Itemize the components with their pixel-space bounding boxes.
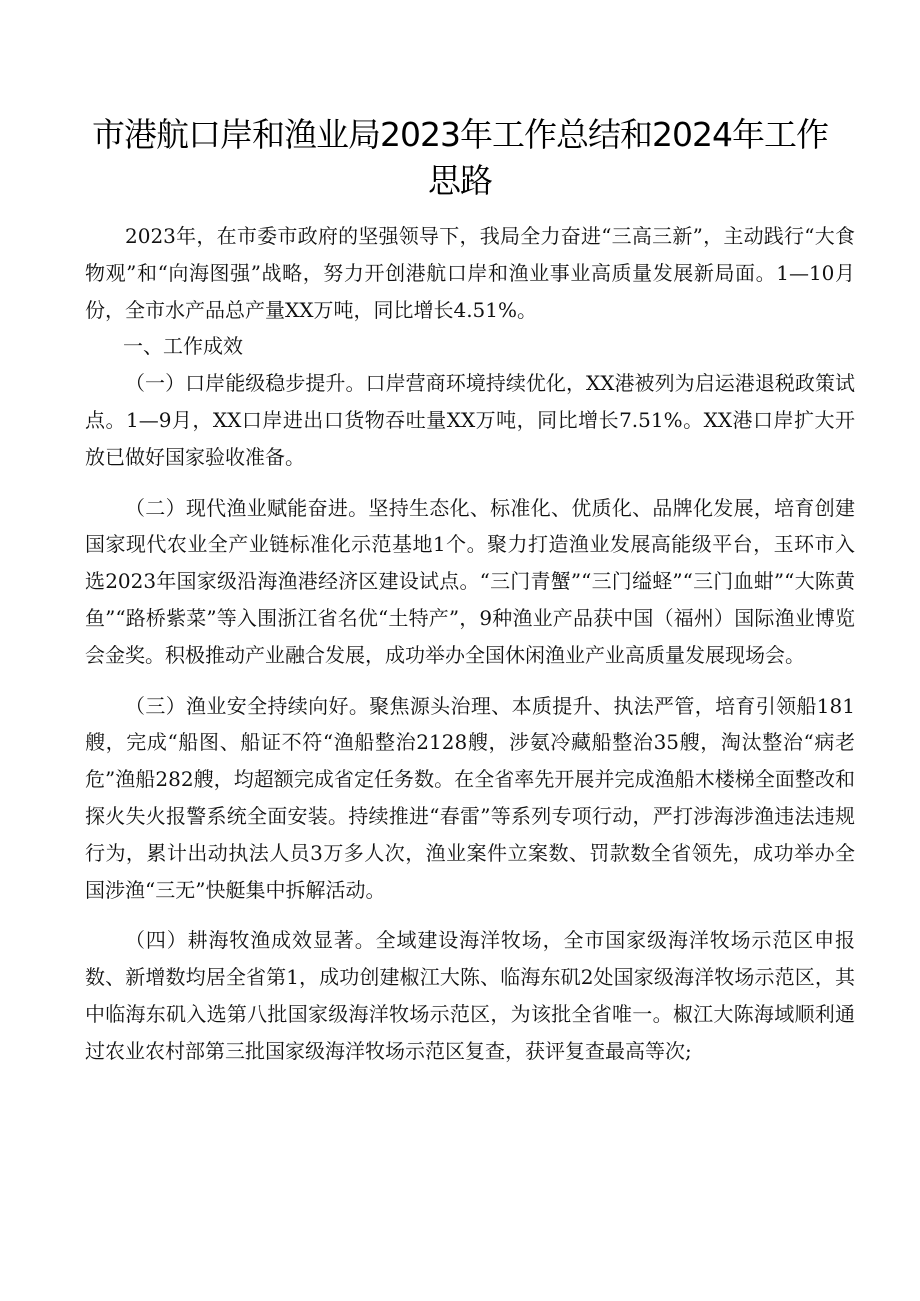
section-heading-work-results: 一、工作成效 [123, 334, 243, 359]
title-line-1: 市港航口岸和渔业局2023年工作总结和2024年工作 [92, 115, 828, 154]
paragraph-fishery-safety: （三）渔业安全持续向好。聚焦源头治理、本质提升、执法严管，培育引领船181艘，完成“船图、船证不符“渔船整治2128艘，涉氨冷藏船整治35艘，淘汰整治“病老危”渔船282艘，均超额完成省定任务数。在全省率先开展并完成渔船木楼梯全面整改和探火失火报警系统全面安装。持续推进“春雷”等系列专项行动，严打涉海涉渔违法违规行为，累计出动执法人员3万多人次，渔业案件立案数、罚款数全省领先，成功举办全国涉渔“三无”快艇集中拆解活动。 [85, 693, 855, 902]
paragraph-modern-fishery: （二）现代渔业赋能奋进。坚持生态化、标准化、优质化、品牌化发展，培育创建国家现代农业全产业链标准化示范基地1个。聚力打造渔业发展高能级平台，玉环市入选2023年国家级沿海渔港经济区建设试点。“三门青蟹”“三门缢蛏”“三门血蚶”“大陈黄鱼”“路桥紫菜”等入围浙江省名优“土特产”，9种渔业产品获中国（福州）国际渔业博览会金奖。积极推动产业融合发展，成功举办全国休闲渔业产业高质量发展现场会。 [85, 495, 855, 667]
document-title [70, 112, 850, 204]
document-body [85, 218, 855, 1070]
intro-paragraph: 2023年，在市委市政府的坚强领导下，我局全力奋进“三高三新”，主动践行“大食物观”和“向海图强”战略，努力开创港航口岸和渔业事业高质量发展新局面。1—10月份，全市水产品总产量XX万吨，同比增长4.51%。 [85, 224, 855, 322]
title-line-2: 思路 [428, 161, 492, 200]
paragraph-port-capacity: （一）口岸能级稳步提升。口岸营商环境持续优化，XX港被列为启运港退税政策试点。1—9月，XX口岸进出口货物吞吐量XX万吨，同比增长7.51%。XX港口岸扩大开放已做好国家验收准备。 [85, 371, 855, 469]
paragraph-marine-ranching: （四）耕海牧渔成效显著。全域建设海洋牧场，全市国家级海洋牧场示范区申报数、新增数均居全省第1，成功创建椒江大陈、临海东矶2处国家级海洋牧场示范区，其中临海东矶入选第八批国家级海洋牧场示范区，为该批全省唯一。椒江大陈海域顺利通过农业农村部第三批国家级海洋牧场示范区复查，获评复查最高等次; [85, 928, 855, 1063]
